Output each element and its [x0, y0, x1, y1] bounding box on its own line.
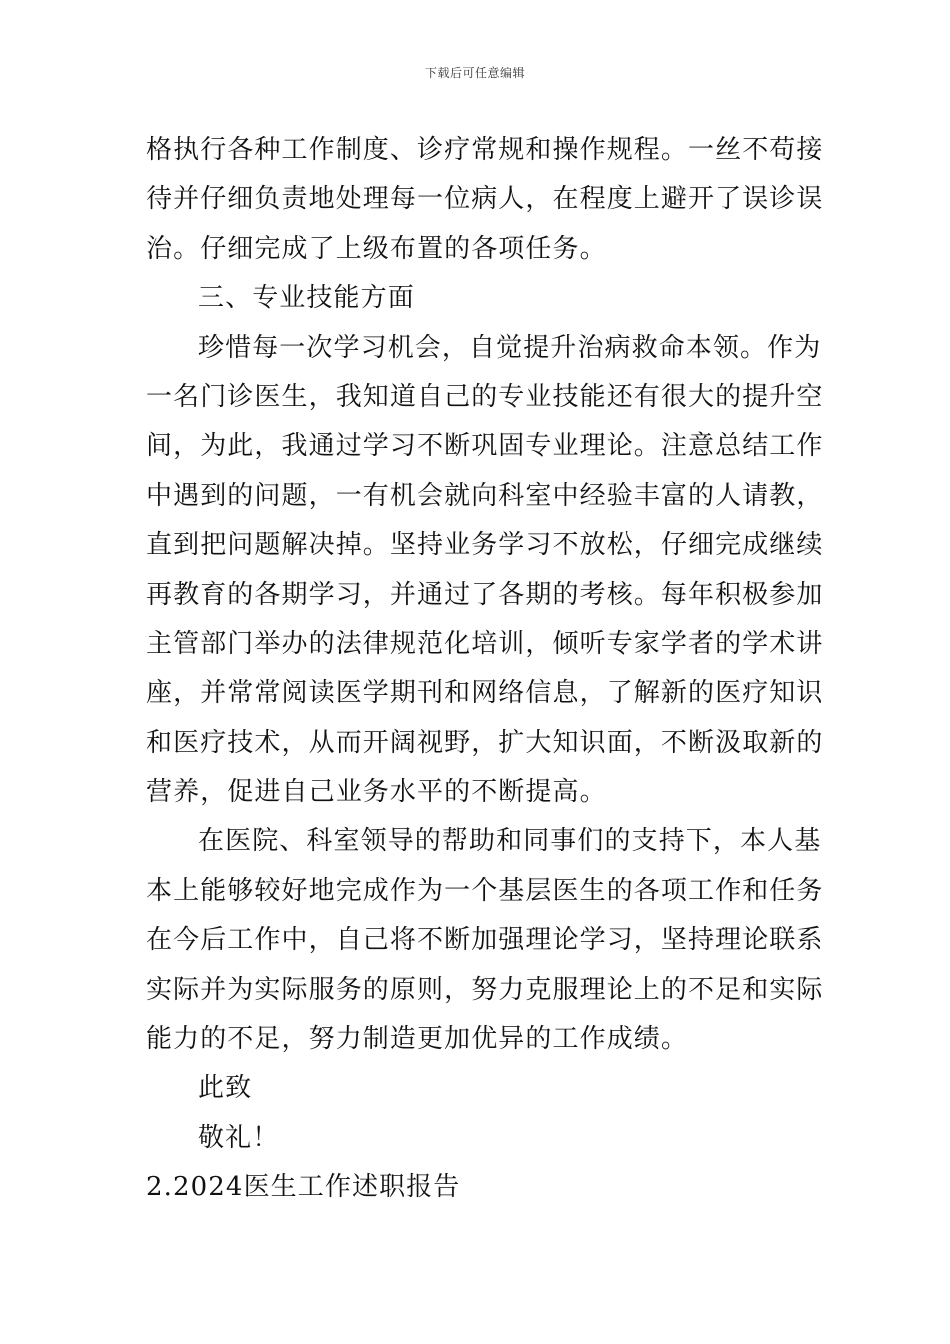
- closing-regards: 敬礼！: [198, 1122, 280, 1153]
- text-line: 在医院、科室领导的帮助和同事们的支持下，本人基: [198, 826, 822, 857]
- text-line: 能力的不足，努力制造更加优异的工作成绩。: [146, 1024, 689, 1055]
- text-line: 本上能够较好地完成作为一个基层医生的各项工作和任务: [146, 875, 824, 906]
- section-heading: 三、专业技能方面: [198, 283, 415, 314]
- text-line: 实际并为实际服务的原则，努力克服理论上的不足和实际: [146, 974, 824, 1005]
- text-line: 待并仔细负责地处理每一位病人，在程度上避开了误诊误: [146, 184, 824, 215]
- text-line: 座，并常常阅读医学期刊和网络信息，了解新的医疗知识: [146, 678, 824, 709]
- text-line: 中遇到的问题，一有机会就向科室中经验丰富的人请教，: [146, 480, 824, 511]
- text-line: 在今后工作中，自己将不断加强理论学习，坚持理论联系: [146, 925, 824, 956]
- text-line: 格执行各种工作制度、诊疗常规和操作规程。一丝不苟接: [146, 135, 824, 165]
- text-line: 一名门诊医生，我知道自己的专业技能还有很大的提升空: [146, 381, 824, 412]
- closing-salutation: 此致: [198, 1073, 253, 1104]
- text-line: 直到把问题解决掉。坚持业务学习不放松，仔细完成继续: [146, 530, 824, 561]
- text-line: 营养，促进自己业务水平的不断提高。: [146, 777, 607, 808]
- text-line: 治。仔细完成了上级布置的各项任务。: [146, 233, 607, 264]
- text-line: 间，为此，我通过学习不断巩固专业理论。注意总结工作: [146, 431, 824, 462]
- text-line: 和医疗技术，从而开阔视野，扩大知识面，不断汲取新的: [146, 727, 824, 758]
- text-line: 主管部门举办的法律规范化培训，倾听专家学者的学术讲: [146, 628, 824, 659]
- document-body: [146, 126, 824, 1213]
- text-line: 再教育的各期学习，并通过了各期的考核。每年积极参加: [146, 579, 824, 610]
- next-section-title: 2.2024医生工作述职报告: [146, 1172, 461, 1203]
- text-line: 珍惜每一次学习机会，自觉提升治病救命本领。作为: [198, 332, 822, 363]
- page-header: 下载后可任意编辑: [424, 66, 525, 80]
